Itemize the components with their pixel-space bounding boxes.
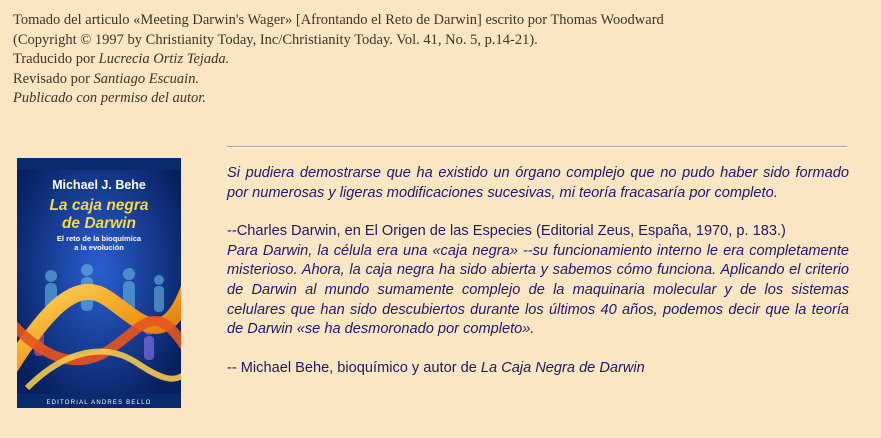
- book-cover-art: [17, 158, 181, 408]
- cover-subtitle-line2: a la evolución: [74, 243, 124, 252]
- source-line-translator: [13, 50, 873, 70]
- behe-attribution-text: -- Michael Behe, bioquímico y autor de: [227, 359, 481, 376]
- horizontal-rule: [227, 146, 847, 148]
- behe-quote: Para Darwin, la célula era una «caja negra» --su funcionamiento interno le era completamente misterioso. Ahora, la caja negra ha sido abierta y sabemos cómo funciona. Aplicando el criterio de Darwin al mundo sumamente complejo de la maquinaria molecular y de los sistemas celulares que han sido descubiertos durante los últimos 40 años, podemos decir que la teoría de Darwin «se ha desmoronado por completo».: [227, 242, 849, 338]
- source-line-permission: [13, 89, 873, 109]
- darwin-quote: Si pudiera demostrarse que ha existido un órgano complejo que no pudo haber sido formado por numerosas y ligeras modificaciones sucesivas, mi teoría fracasaría por completo.: [227, 165, 849, 201]
- permission-text: Publicado con permiso del autor.: [13, 90, 206, 106]
- darwin-attribution: --Charles Darwin, en El Origen de las Especies (Editorial Zeus, España, 1970, p. 183.): [227, 223, 786, 240]
- cover-title-line1: La caja negra: [49, 197, 149, 214]
- reviewer-name: Santiago Escuain.: [93, 70, 200, 87]
- quote-block: [227, 164, 849, 378]
- cover-top-band: [17, 158, 181, 170]
- reviewed-by-label: Revisado por: [13, 70, 94, 87]
- behe-book-title: La Caja Negra de Darwin: [480, 359, 645, 376]
- paragraph-spacer: [227, 203, 849, 222]
- cover-subtitle-line1: El reto de la bioquímica: [56, 234, 142, 243]
- source-credits: [13, 11, 873, 109]
- translator-name: Lucrecia Ortiz Tejada.: [98, 51, 230, 67]
- source-line-reviewer: [13, 70, 873, 90]
- translated-by-label: Traducido por: [13, 51, 99, 67]
- book-cover-image: [17, 158, 181, 408]
- source-line-article: Tomado del articulo «Meeting Darwin's Wager» [Afrontando el Reto de Darwin] escrito por Thomas Woodward: [13, 12, 664, 28]
- behe-attribution: [227, 359, 849, 379]
- cover-author: Michael J. Behe: [52, 178, 146, 192]
- source-line-copyright: (Copyright © 1997 by Christianity Today, Inc/Christianity Today. Vol. 41, No. 5, p.14-21).: [13, 31, 538, 48]
- paragraph-spacer: [227, 340, 849, 359]
- cover-title-line2: de Darwin: [61, 215, 137, 232]
- cover-publisher: EDITORIAL ANDRES BELLO: [46, 400, 152, 406]
